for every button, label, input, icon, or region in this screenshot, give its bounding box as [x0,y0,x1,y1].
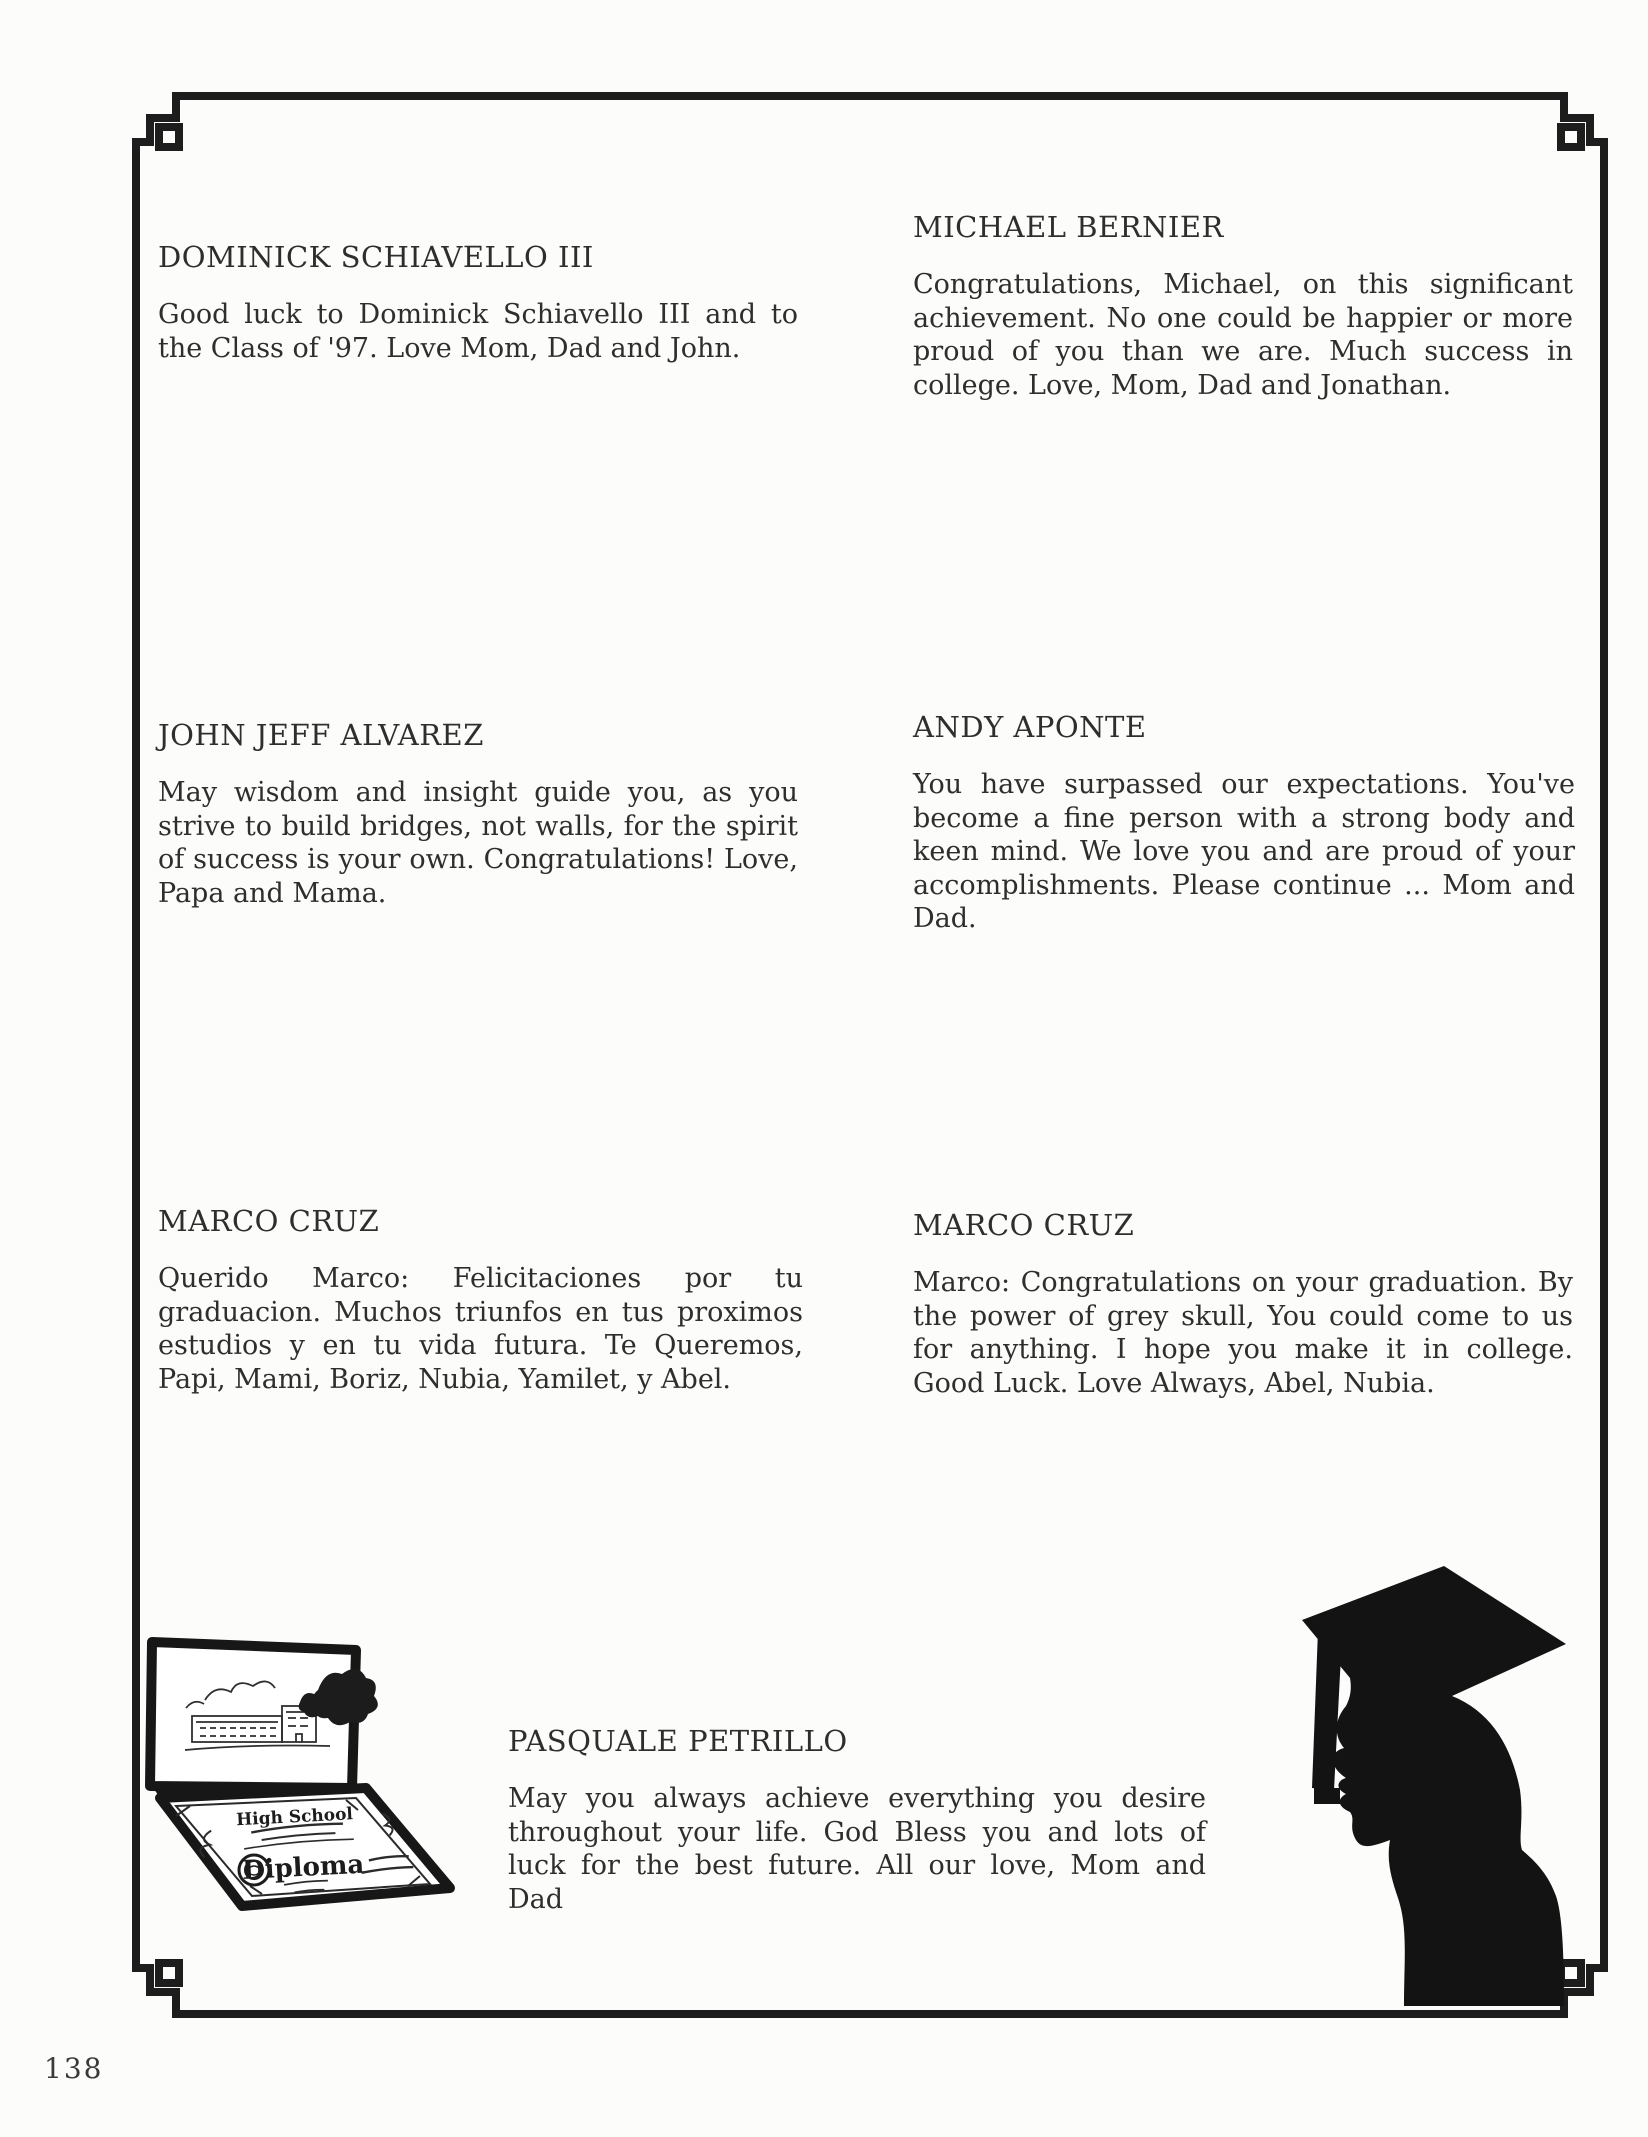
tassel-end [1314,1788,1340,1804]
frame-top-line [208,92,1532,100]
graduate-profile [1302,1566,1566,2006]
frame-bottom-line [208,2010,1532,2018]
dedication-alvarez [158,718,798,910]
dedication-schiavello [158,240,798,365]
svg-text:High School: High School [235,1804,354,1831]
dedication-cruz-left [158,1204,803,1396]
dedication-name: ANDY APONTE [913,710,1147,744]
dedication-name: PASQUALE PETRILLO [508,1724,848,1758]
dedication-message: You have surpassed our expectations. You've become a fine person with a strong body and keen mind. We love you and are proud of your accomplishments. Please continue ... Mom and Dad. [913,769,1575,934]
dedication-name: DOMINICK SCHIAVELLO III [158,240,594,274]
frame-corner-ornament-top-right [1532,88,1612,168]
page-number: 138 [44,2052,104,2085]
frame-right-line [1600,168,1608,1942]
dedication-name: JOHN JEFF ALVAREZ [158,718,484,752]
dedication-message: May you always achieve everything you desire throughout your life. God Bless you and lots of luck for the best future. All our love, Mom and Dad [508,1783,1206,1915]
frame-corner-ornament-top-left [128,88,208,168]
dedication-message: May wisdom and insight guide you, as you strive to build bridges, not walls, for the spirit of success is your own. Congratulations! Love, Papa and Mama. [158,777,798,909]
dedication-message: Congratulations, Michael, on this significant achievement. No one could be happier or more proud of you than we are. Much success in college. Love, Mom, Dad and Jonathan. [913,269,1573,401]
dedication-bernier [913,210,1573,402]
dedication-petrillo [508,1724,1206,1916]
frame-corner-ornament-bottom-left [128,1942,208,2022]
dedication-name: MICHAEL BERNIER [913,210,1224,244]
dedication-name: MARCO CRUZ [158,1204,380,1238]
dedication-aponte [913,710,1575,936]
graduate-silhouette [1240,1518,1590,2010]
dedication-cruz-right [913,1208,1573,1400]
svg-text:Diploma: Diploma [241,1849,365,1887]
dedication-message: Good luck to Dominick Schiavello III and to the Class of '97. Love Mom, Dad and John. [158,299,798,364]
diploma-illustration [120,1608,470,1938]
dedication-name: MARCO CRUZ [913,1208,1135,1242]
dedication-message: Querido Marco: Felicitaciones por tu graduacion. Muchos triunfos en tus proximos estudios y en tu vida futura. Te Queremos, Papi, Mami, Boriz, Nubia, Yamilet, y Abel. [158,1263,803,1395]
dedication-message: Marco: Congratulations on your graduation. By the power of grey skull, You could come to us for anything. I hope you make it in college. Good Luck. Love Always, Abel, Nubia. [913,1267,1573,1399]
